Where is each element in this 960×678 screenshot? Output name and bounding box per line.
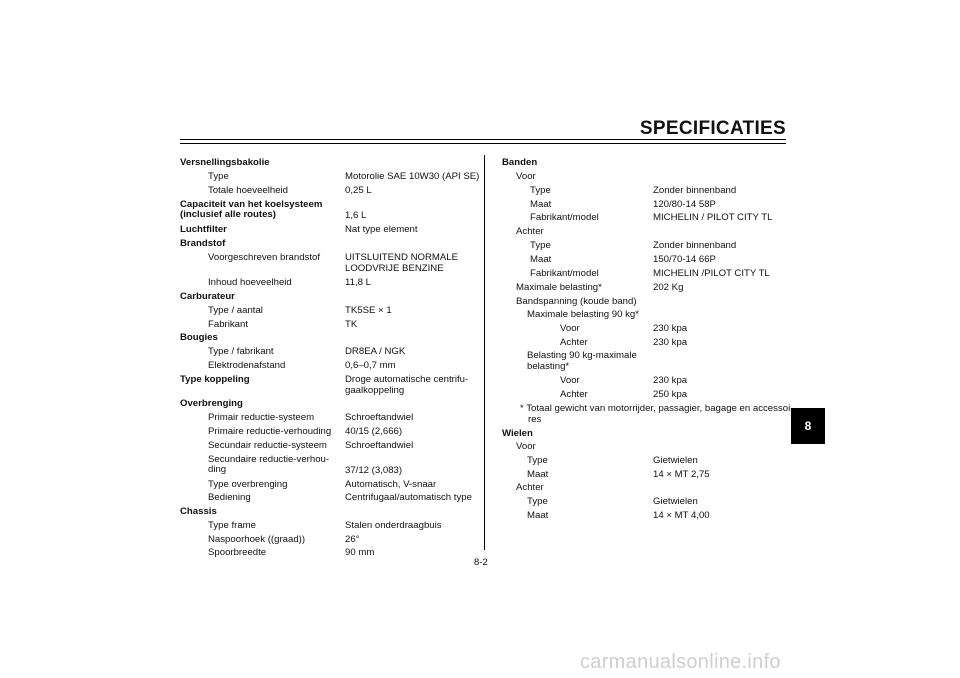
- carburateur-type-label: Type / aantal: [208, 305, 263, 316]
- overbrenging-secundair-systeem-value: Schroeftandwiel: [345, 440, 414, 451]
- versnellingsbakolie-totaal-value: 0,25 L: [345, 185, 372, 196]
- carburateur-heading: Carburateur: [180, 291, 235, 302]
- wielen-achter-maat-value: 14 × MT 4,00: [653, 510, 710, 521]
- brandstof-voorgeschreven-value-2: LOODVRIJE BENZINE: [345, 263, 444, 274]
- banden-voor-maat-value: 120/80-14 58P: [653, 199, 716, 210]
- bougies-afstand-label: Elektrodenafstand: [208, 360, 286, 371]
- koppeling-heading: Type koppeling: [180, 374, 250, 385]
- banden-footnote-1: * Totaal gewicht van motorrijder, passagier, bagage en accessoi-: [520, 403, 794, 414]
- brandstof-heading: Brandstof: [180, 238, 226, 249]
- overbrenging-secundair-verhouding-label-1: Secundaire reductie-verhou-: [208, 454, 330, 465]
- banden-achter-maat-label: Maat: [530, 254, 552, 265]
- bougies-type-label: Type / fabrikant: [208, 346, 274, 357]
- wielen-voor-maat-label: Maat: [527, 469, 549, 480]
- page-number: 8-2: [474, 557, 488, 568]
- banden-bandspanning-label: Bandspanning (koude band): [516, 296, 637, 307]
- luchtfilter-value: Nat type element: [345, 224, 418, 235]
- banden-maximale-belasting-label: Maximale belasting*: [516, 282, 602, 293]
- brandstof-voorgeschreven-label: Voorgeschreven brandstof: [208, 252, 321, 263]
- chassis-spoorbreedte-label: Spoorbreedte: [208, 547, 267, 558]
- wielen-voor-label: Voor: [516, 441, 536, 452]
- banden-achter-fabrikant-label: Fabrikant/model: [530, 268, 599, 279]
- overbrenging-secundair-verhouding-value: 37/12 (3,083): [345, 465, 403, 476]
- wielen-achter-type-label: Type: [527, 496, 548, 507]
- banden-heading: Banden: [502, 157, 538, 168]
- banden-voor-fabrikant-label: Fabrikant/model: [530, 212, 599, 223]
- chassis-spoorbreedte-value: 90 mm: [345, 547, 375, 558]
- chapter-tab: 8: [791, 408, 825, 444]
- banden-belasting90-label: Maximale belasting 90 kg*: [527, 309, 639, 320]
- banden-maximale-belasting-value: 202 Kg: [653, 282, 684, 293]
- banden-achter-type-value: Zonder binnenband: [653, 240, 737, 251]
- banden-voor-fabrikant-value: MICHELIN / PILOT CITY TL: [653, 212, 773, 223]
- chassis-heading: Chassis: [180, 506, 217, 517]
- wielen-voor-type-value: Gietwielen: [653, 455, 698, 466]
- header-rule-bottom: [180, 143, 786, 144]
- banden-voor-type-value: Zonder binnenband: [653, 185, 737, 196]
- koppeling-value-1: Droge automatische centrifu-: [345, 374, 469, 385]
- banden-belasting90max-voor-label: Voor: [560, 375, 580, 386]
- banden-voor-maat-label: Maat: [530, 199, 552, 210]
- versnellingsbakolie-type-label: Type: [208, 171, 229, 182]
- chassis-frame-value: Stalen onderdraagbuis: [345, 520, 442, 531]
- wielen-achter-maat-label: Maat: [527, 510, 549, 521]
- banden-belasting90-voor-value: 230 kpa: [653, 323, 688, 334]
- banden-achter-maat-value: 150/70-14 66P: [653, 254, 716, 265]
- banden-belasting90-voor-label: Voor: [560, 323, 580, 334]
- overbrenging-primair-verhouding-label: Primaire reductie-verhouding: [208, 426, 332, 437]
- bougies-heading: Bougies: [180, 332, 218, 343]
- banden-belasting90max-voor-value: 230 kpa: [653, 375, 688, 386]
- koppeling-value-2: gaalkoppeling: [345, 385, 405, 396]
- overbrenging-secundair-verhouding-label-2: ding: [208, 464, 227, 475]
- banden-belasting90max-label-2: belasting*: [527, 361, 570, 372]
- versnellingsbakolie-type-value: Motorolie SAE 10W30 (API SE): [345, 171, 480, 182]
- wielen-heading: Wielen: [502, 428, 533, 439]
- banden-achter-label: Achter: [516, 226, 544, 237]
- banden-footnote-2: res: [528, 414, 542, 425]
- wielen-voor-type-label: Type: [527, 455, 548, 466]
- chassis-naspoorhoek-value: 26°: [345, 534, 360, 545]
- brandstof-inhoud-value: 11,8 L: [345, 277, 371, 288]
- versnellingsbakolie-heading: Versnellingsbakolie: [180, 157, 270, 168]
- banden-belasting90-achter-label: Achter: [560, 337, 588, 348]
- banden-belasting90max-achter-value: 250 kpa: [653, 389, 688, 400]
- koelsysteem-heading-line2: (inclusief alle routes): [180, 209, 276, 220]
- overbrenging-bediening-value: Centrifugaal/automatisch type: [345, 492, 472, 503]
- luchtfilter-heading: Luchtfilter: [180, 224, 227, 235]
- wielen-achter-type-value: Gietwielen: [653, 496, 698, 507]
- overbrenging-primair-systeem-label: Primair reductie-systeem: [208, 412, 315, 423]
- watermark: carmanualsonline.info: [580, 651, 781, 673]
- versnellingsbakolie-totaal-label: Totale hoeveelheid: [208, 185, 289, 196]
- overbrenging-bediening-label: Bediening: [208, 492, 251, 503]
- brandstof-voorgeschreven-value-1: UITSLUITEND NORMALE: [345, 252, 459, 263]
- banden-belasting90max-label-1: Belasting 90 kg-maximale: [527, 350, 637, 361]
- carburateur-fabrikant-label: Fabrikant: [208, 319, 248, 330]
- bougies-afstand-value: 0,6–0,7 mm: [345, 360, 396, 371]
- carburateur-fabrikant-value: TK: [345, 319, 358, 330]
- banden-voor-type-label: Type: [530, 185, 551, 196]
- overbrenging-type-label: Type overbrenging: [208, 479, 288, 490]
- koelsysteem-value: 1,6 L: [345, 210, 367, 221]
- banden-achter-fabrikant-value: MICHELIN /PILOT CITY TL: [653, 268, 770, 279]
- overbrenging-primair-verhouding-value: 40/15 (2,666): [345, 426, 403, 437]
- chassis-naspoorhoek-label: Naspoorhoek ((graad)): [208, 534, 306, 545]
- koelsysteem-heading-line1: Capaciteit van het koelsysteem: [180, 199, 323, 210]
- brandstof-inhoud-label: Inhoud hoeveelheid: [208, 277, 292, 288]
- overbrenging-heading: Overbrenging: [180, 398, 243, 409]
- header-rule-top: [180, 139, 786, 140]
- overbrenging-primair-systeem-value: Schroeftandwiel: [345, 412, 414, 423]
- wielen-voor-maat-value: 14 × MT 2,75: [653, 469, 710, 480]
- bougies-type-value: DR8EA / NGK: [345, 346, 406, 357]
- carburateur-type-value: TK5SE × 1: [345, 305, 392, 316]
- banden-achter-type-label: Type: [530, 240, 551, 251]
- banden-voor-label: Voor: [516, 171, 536, 182]
- overbrenging-secundair-systeem-label: Secundair reductie-systeem: [208, 440, 327, 451]
- banden-belasting90-achter-value: 230 kpa: [653, 337, 688, 348]
- wielen-achter-label: Achter: [516, 482, 544, 493]
- page-title: SPECIFICATIES: [639, 118, 786, 139]
- column-divider: [484, 155, 485, 550]
- banden-belasting90max-achter-label: Achter: [560, 389, 588, 400]
- chassis-frame-label: Type frame: [208, 520, 256, 531]
- overbrenging-type-value: Automatisch, V-snaar: [345, 479, 437, 490]
